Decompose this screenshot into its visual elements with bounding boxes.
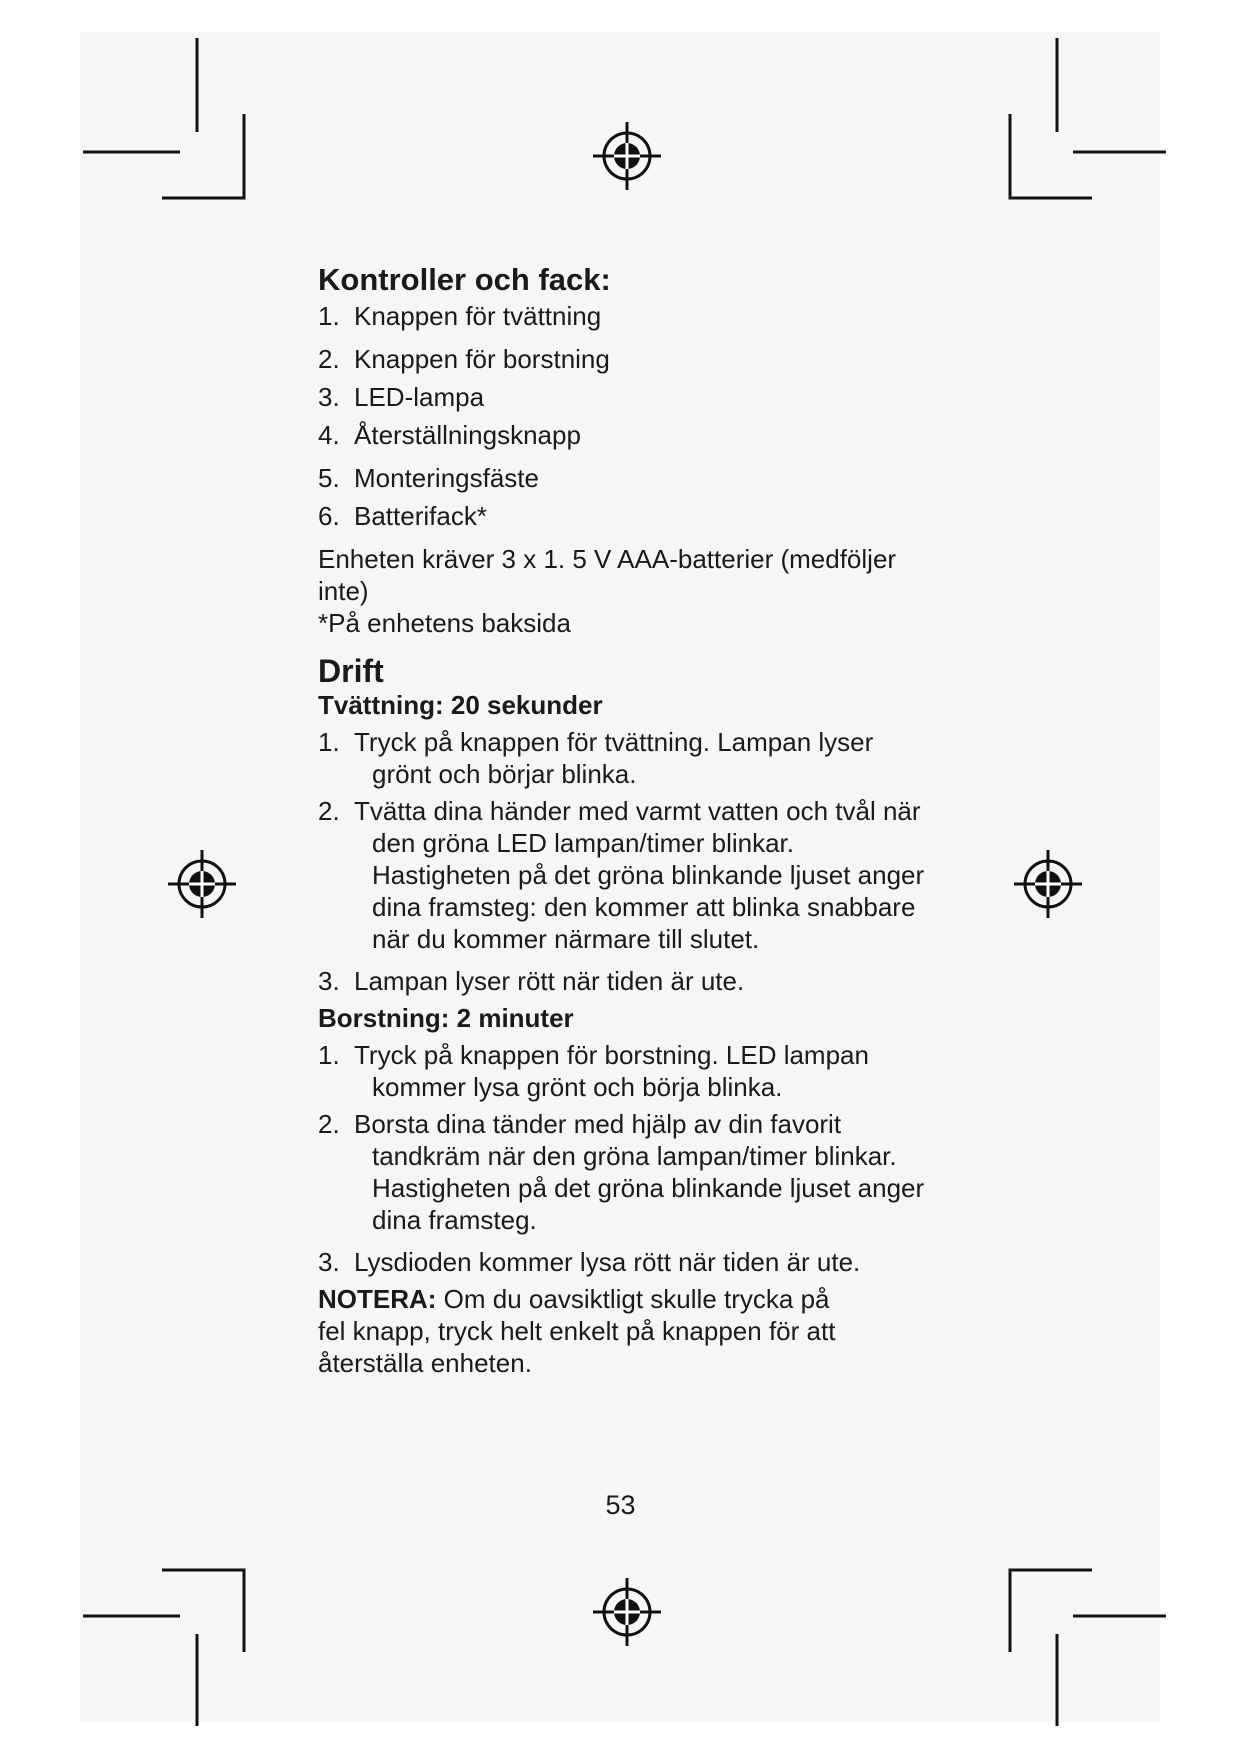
list-text: Borsta dina tänder med hjälp av din favorit tandkräm när den gröna lampan/timer blinkar. Hastigheten på det gröna blinkande ljuset anger dina framsteg.: [354, 1109, 925, 1235]
list-number: 1.: [318, 727, 340, 757]
list-item: [318, 462, 928, 494]
list-item: [318, 419, 928, 451]
list-text: Knappen för tvättning: [354, 301, 602, 331]
list-text: Lampan lyser rött när tiden är ute.: [354, 966, 745, 996]
operation-heading: Drift: [318, 653, 384, 689]
list-text: LED-lampa: [354, 382, 485, 412]
list-number: 5.: [318, 463, 340, 493]
brushing-steps: [318, 1039, 928, 1278]
list-item: [318, 726, 928, 790]
washing-steps: [318, 726, 928, 997]
registration-mark-left: [168, 850, 236, 918]
list-text: Lysdioden kommer lysa rött när tiden är ute.: [354, 1247, 861, 1277]
list-item: [318, 965, 928, 997]
list-text: Batterifack*: [354, 501, 487, 531]
list-item: [318, 1039, 928, 1103]
list-item: [318, 500, 928, 532]
note-text: Om du oavsiktligt skulle trycka på fel knapp, tryck helt enkelt på knappen för att återställa enheten.: [318, 1284, 836, 1378]
list-number: 3.: [318, 1247, 340, 1277]
list-number: 4.: [318, 420, 340, 450]
list-item: [318, 343, 928, 375]
brushing-subheading: Borstning: 2 minuter: [318, 1003, 574, 1033]
list-number: 2.: [318, 796, 340, 826]
list-number: 6.: [318, 501, 340, 531]
page-content: [318, 262, 928, 1379]
list-number: 3.: [318, 966, 340, 996]
battery-note: Enheten kräver 3 x 1. 5 V AAA-batterier (medföljer inte): [318, 544, 897, 606]
list-item: [318, 300, 928, 332]
list-item: [318, 795, 928, 955]
list-item: [318, 381, 928, 413]
list-text: Monteringsfäste: [354, 463, 539, 493]
list-text: Tryck på knappen för tvättning. Lampan lyser grönt och börjar blinka.: [354, 727, 874, 789]
note-label: NOTERA:: [318, 1284, 437, 1314]
registration-mark-bottom: [593, 1578, 661, 1646]
list-number: 1.: [318, 301, 340, 331]
registration-mark-top: [593, 122, 661, 190]
list-text: Knappen för borstning: [354, 344, 610, 374]
note-paragraph: [318, 1283, 858, 1379]
list-text: Tryck på knappen för borstning. LED lampan kommer lysa grönt och börja blinka.: [354, 1040, 869, 1102]
back-note: *På enhetens baksida: [318, 608, 571, 638]
washing-subheading: Tvättning: 20 sekunder: [318, 690, 603, 720]
list-text: Tvätta dina händer med varmt vatten och tvål när den gröna LED lampan/timer blinkar. Hastigheten på det gröna blinkande ljuset anger dina framsteg: den kommer att blinka snabbare när du kommer närmare till slutet.: [354, 796, 925, 954]
list-item: [318, 1246, 928, 1278]
list-number: 3.: [318, 382, 340, 412]
list-number: 2.: [318, 1109, 340, 1139]
controls-heading: Kontroller och fack:: [318, 262, 611, 297]
page-number: 53: [605, 1490, 636, 1520]
list-item: [318, 1108, 928, 1236]
list-number: 2.: [318, 344, 340, 374]
controls-list: [318, 300, 928, 532]
list-text: Återställningsknapp: [354, 420, 581, 450]
registration-mark-right: [1014, 850, 1082, 918]
list-number: 1.: [318, 1040, 340, 1070]
